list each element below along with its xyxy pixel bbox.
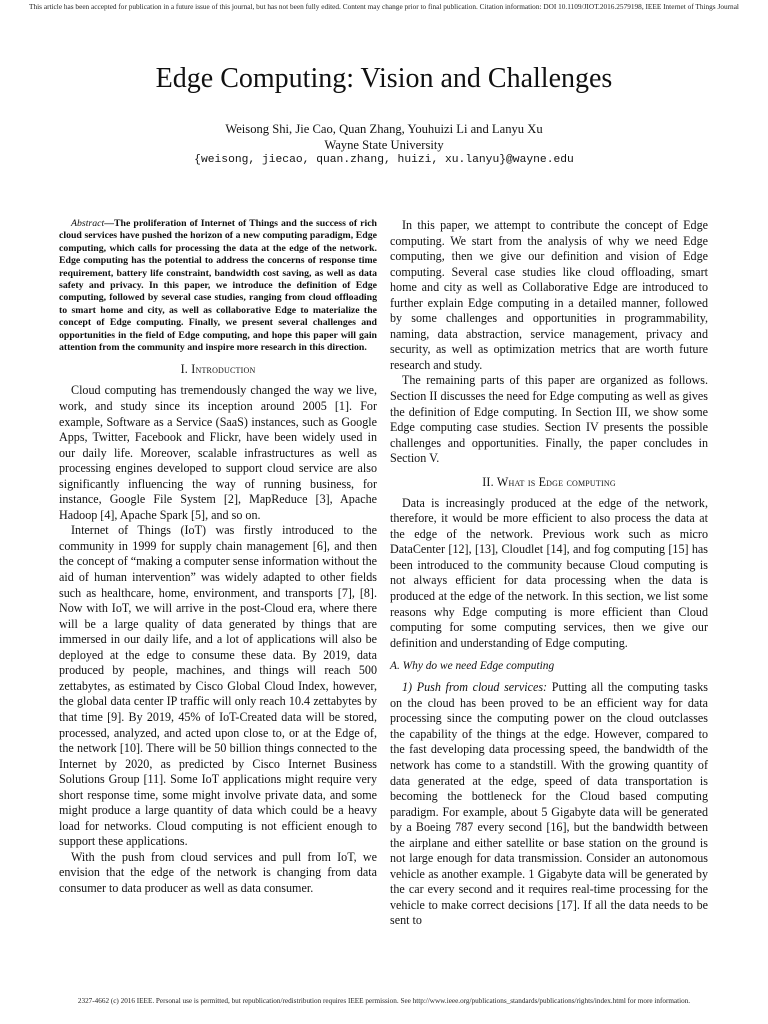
section-heading-what-is-edge: II. What is Edge computing bbox=[482, 474, 616, 489]
abstract-text: —The proliferation of Internet of Things and the success of rich cloud services have pushed the horizon of a new computing paradigm, Edge computing, which calls for processing the data at the edge of the network. Edge computing has the potential to address the concerns of response time requirement, battery life constraint, bandwidth cost saving, as well as data safety and privacy. In this paper, we introduce the definition of Edge computing, followed by several case studies, ranging from cloud offloading to smart home and city, as well as collaborative Edge to materialize the concept of Edge computing. Finally, we present several challenges and opportunities in the field of Edge computing, and hope this paper will gain attention from the community and inspire more research in this direction. bbox=[59, 218, 377, 354]
paper-title: Edge Computing: Vision and Challenges bbox=[155, 63, 613, 94]
push-paragraph bbox=[390, 680, 708, 929]
subsection-heading: A. Why do we need Edge computing bbox=[390, 660, 555, 673]
author-list: Weisong Shi, Jie Cao, Quan Zhang, Youhuizi Li and Lanyu Xu bbox=[225, 122, 543, 136]
publication-notice: This article has been accepted for publication in a future issue of this journal, but has not been fully edited. Content may change prior to final publication. Citation information: DOI 10.1109/JIOT.2016.2579198, IEEE Internet of Things Journal bbox=[29, 2, 739, 11]
intro-paragraph: Cloud computing has tremendously changed the way we live, work, and study since its inception around 2005 [1]. For example, Software as a Service (SaaS) instances, such as Google Apps, Twitter, Facebook and Flickr, have been widely used in our daily life. Moreover, scalable infrastructures as well as processing engines developed to support cloud service are also significantly influencing the way of running business, for instance, Google File System [2], MapReduce [3], Apache Hadoop [4], Apache Spark [5], and so on. bbox=[59, 383, 377, 522]
intro-paragraph: The remaining parts of this paper are organized as follows. Section II discusses the need for Edge computing as well as gives the definition of Edge computing. In Section III, we show some Edge computing case studies. Section IV presents the possible challenges and opportunities. Finally, the paper concludes in Section V. bbox=[390, 373, 708, 466]
section-heading-introduction: I. Introduction bbox=[180, 362, 256, 377]
intro-paragraph: In this paper, we attempt to contribute the concept of Edge computing. We start from the analysis of why we need Edge computing, then we give our definition and vision of Edge computing. Several case studies like cloud offloading, smart home and city as well as Collaborative Edge are introduced to further explain Edge computing in a detailed manner, followed by some challenges and opportunities in programmability, naming, data abstraction, service management, privacy and security, as well as optimization metrics that are worth future research and study. bbox=[390, 218, 708, 372]
left-column bbox=[59, 218, 377, 897]
author-emails: {weisong, jiecao, quan.zhang, huizi, xu.lanyu}@wayne.edu bbox=[194, 154, 574, 166]
affiliation: Wayne State University bbox=[324, 138, 444, 152]
abstract bbox=[59, 218, 377, 354]
right-column bbox=[390, 218, 708, 929]
section2-paragraph: Data is increasingly produced at the edge of the network, therefore, it would be more efficient to also process the data at the edge of the network. Previous work such as micro DataCenter [12], [13], Cloudlet [14], and fog computing [15] has been introduced to the community because Cloud computing is not always efficient for data processing when the data is produced at the edge of the network. In this section, we list some reasons why Edge computing is more efficient than Cloud computing for some computing services, then we give our definition and understanding of Edge computing. bbox=[390, 495, 708, 650]
paragraph-title: 1) Push from cloud services: bbox=[402, 680, 548, 695]
intro-paragraph: With the push from cloud services and pull from IoT, we envision that the edge of the network is changing from data consumer to data producer as well as data consumer. bbox=[59, 849, 377, 895]
intro-paragraph: Internet of Things (IoT) was firstly introduced to the community in 1999 for supply chain management [6], and then the concept of “making a computer sense information without the aid of human intervention” was widely adapted to other fields such as healthcare, home, environment, and transports [7], [8]. Now with IoT, we will arrive in the post-Cloud era, where there will be a large quality of data generated by things that are immersed in our daily life, and a lot of applications will also be deployed at the edge to consume these data. By 2019, data produced by people, machines, and things will reach 500 zettabytes, as estimated by Cisco Global Cloud Index, however, the global data center IP traffic will only reach 10.4 zettabytes by that time [9]. By 2019, 45% of IoT-Created data will be stored, processed, analyzed, and acted upon close to, or at the Edge of, the network [10]. There will be 50 billion things connected to the Internet by 2020, as predicted by Cisco Internet Business Solutions Group [11]. Some IoT applications might require very short response time, some might involve private data, and some might produce a large quantity of data which could be a heavy load for networks. Cloud computing is not efficient enough to support these applications. bbox=[59, 523, 377, 849]
push-text: Putting all the computing tasks on the cloud has been proved to be an efficient way for data processing since the computing power on the cloud outclasses the capability of the things at the edge. However, compared to the fast developing data processing speed, the bandwidth of the network has come to a standstill. With the growing quantity of data generated at the edge, speed of data transportation is becoming the bottleneck for the Cloud based computing paradigm. For example, about 5 Gigabyte data will be generated by a Boeing 787 every second [16], but the bandwidth between the airplane and either satellite or base station on the ground is not large enough for data transmission. Consider an autonomous vehicle as another example. 1 Gigabyte data will be generated by the car every second and it requires real-time processing for the vehicle to make correct decisions [17]. If all the data needs to be sent to bbox=[390, 680, 709, 928]
abstract-label: Abstract bbox=[71, 218, 105, 229]
copyright-footer: 2327-4662 (c) 2016 IEEE. Personal use is permitted, but republication/redistribution requires IEEE permission. See http://www.ieee.org/publications_standards/publications/rights/index.html for more information. bbox=[77, 997, 691, 1005]
